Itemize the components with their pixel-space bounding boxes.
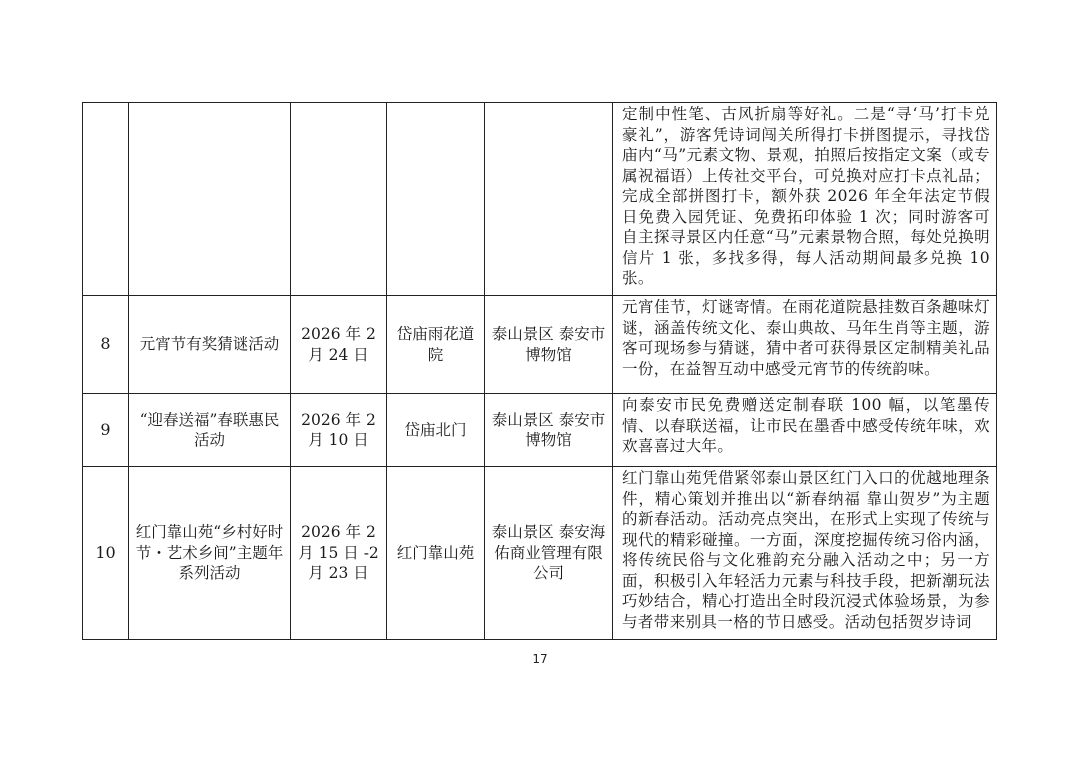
- table-row: [83, 296, 997, 394]
- table-row: [83, 467, 997, 640]
- table-row: [83, 394, 997, 467]
- activity-name: [129, 103, 291, 296]
- organizer: 泰山景区 泰安市博物馆: [485, 394, 613, 467]
- activity-name: 红门靠山苑“乡村好时节・艺术乡间”主题年系列活动: [129, 467, 291, 640]
- activity-date: 2026 年 2 月 24 日: [291, 296, 387, 394]
- row-number: 9: [83, 394, 129, 467]
- row-number: 8: [83, 296, 129, 394]
- activity-description: 元宵佳节，灯谜寄情。在雨花道院悬挂数百条趣味灯谜，涵盖传统文化、泰山典故、马年生肖等主题，游客可现场参与猜谜，猜中者可获得景区定制精美礼品一份，在益智互动中感受元宵节的传统韵味。: [613, 296, 997, 394]
- organizer: 泰山景区 泰安海佑商业管理有限公司: [485, 467, 613, 640]
- table-row: [83, 103, 997, 296]
- organizer: [485, 103, 613, 296]
- activity-date: 2026 年 2 月 10 日: [291, 394, 387, 467]
- activity-description: 定制中性笔、古风折扇等好礼。二是“寻‘马’打卡兑豪礼”，游客凭诗词闯关所得打卡拼图提示，寻找岱庙内“马”元素文物、景观，拍照后按指定文案（或专属祝福语）上传社交平台，可兑换对应打卡点礼品；完成全部拼图打卡，额外获 2026 年全年法定节假日免费入园凭证、免费拓印体验 1 次；同时游客可自主探寻景区内任意“马”元素景物合照，每处兑换明信片 1 张，多找多得，每人活动期间最多兑换 10 张。: [613, 103, 997, 296]
- activity-name: 元宵节有奖猜谜活动: [129, 296, 291, 394]
- activity-table: [82, 102, 997, 640]
- activity-description: 红门靠山苑凭借紧邻泰山景区红门入口的优越地理条件，精心策划并推出以“新春纳福 靠山贺岁”为主题的新春活动。活动亮点突出，在形式上实现了传统与现代的精彩碰撞。一方面，深度挖掘传统习俗内涵，将传统民俗与文化雅韵充分融入活动之中；另一方面，积极引入年轻活力元素与科技手段，把新潮玩法巧妙结合，精心打造出全时段沉浸式体验场景，为参与者带来别具一格的节日感受。活动包括贺岁诗词: [613, 467, 997, 640]
- activity-place: 红门靠山苑: [387, 467, 485, 640]
- activity-place: [387, 103, 485, 296]
- row-number: 10: [83, 467, 129, 640]
- activity-name: “迎春送福”春联惠民活动: [129, 394, 291, 467]
- organizer: 泰山景区 泰安市博物馆: [485, 296, 613, 394]
- activity-place: 岱庙北门: [387, 394, 485, 467]
- page-number: 17: [532, 652, 548, 666]
- activity-date: [291, 103, 387, 296]
- activity-place: 岱庙雨花道院: [387, 296, 485, 394]
- activity-description: 向泰安市民免费赠送定制春联 100 幅，以笔墨传情、以春联送福，让市民在墨香中感受传统年味，欢欢喜喜过大年。: [613, 394, 997, 467]
- activity-date: 2026 年 2 月 15 日 -2 月 23 日: [291, 467, 387, 640]
- row-number: [83, 103, 129, 296]
